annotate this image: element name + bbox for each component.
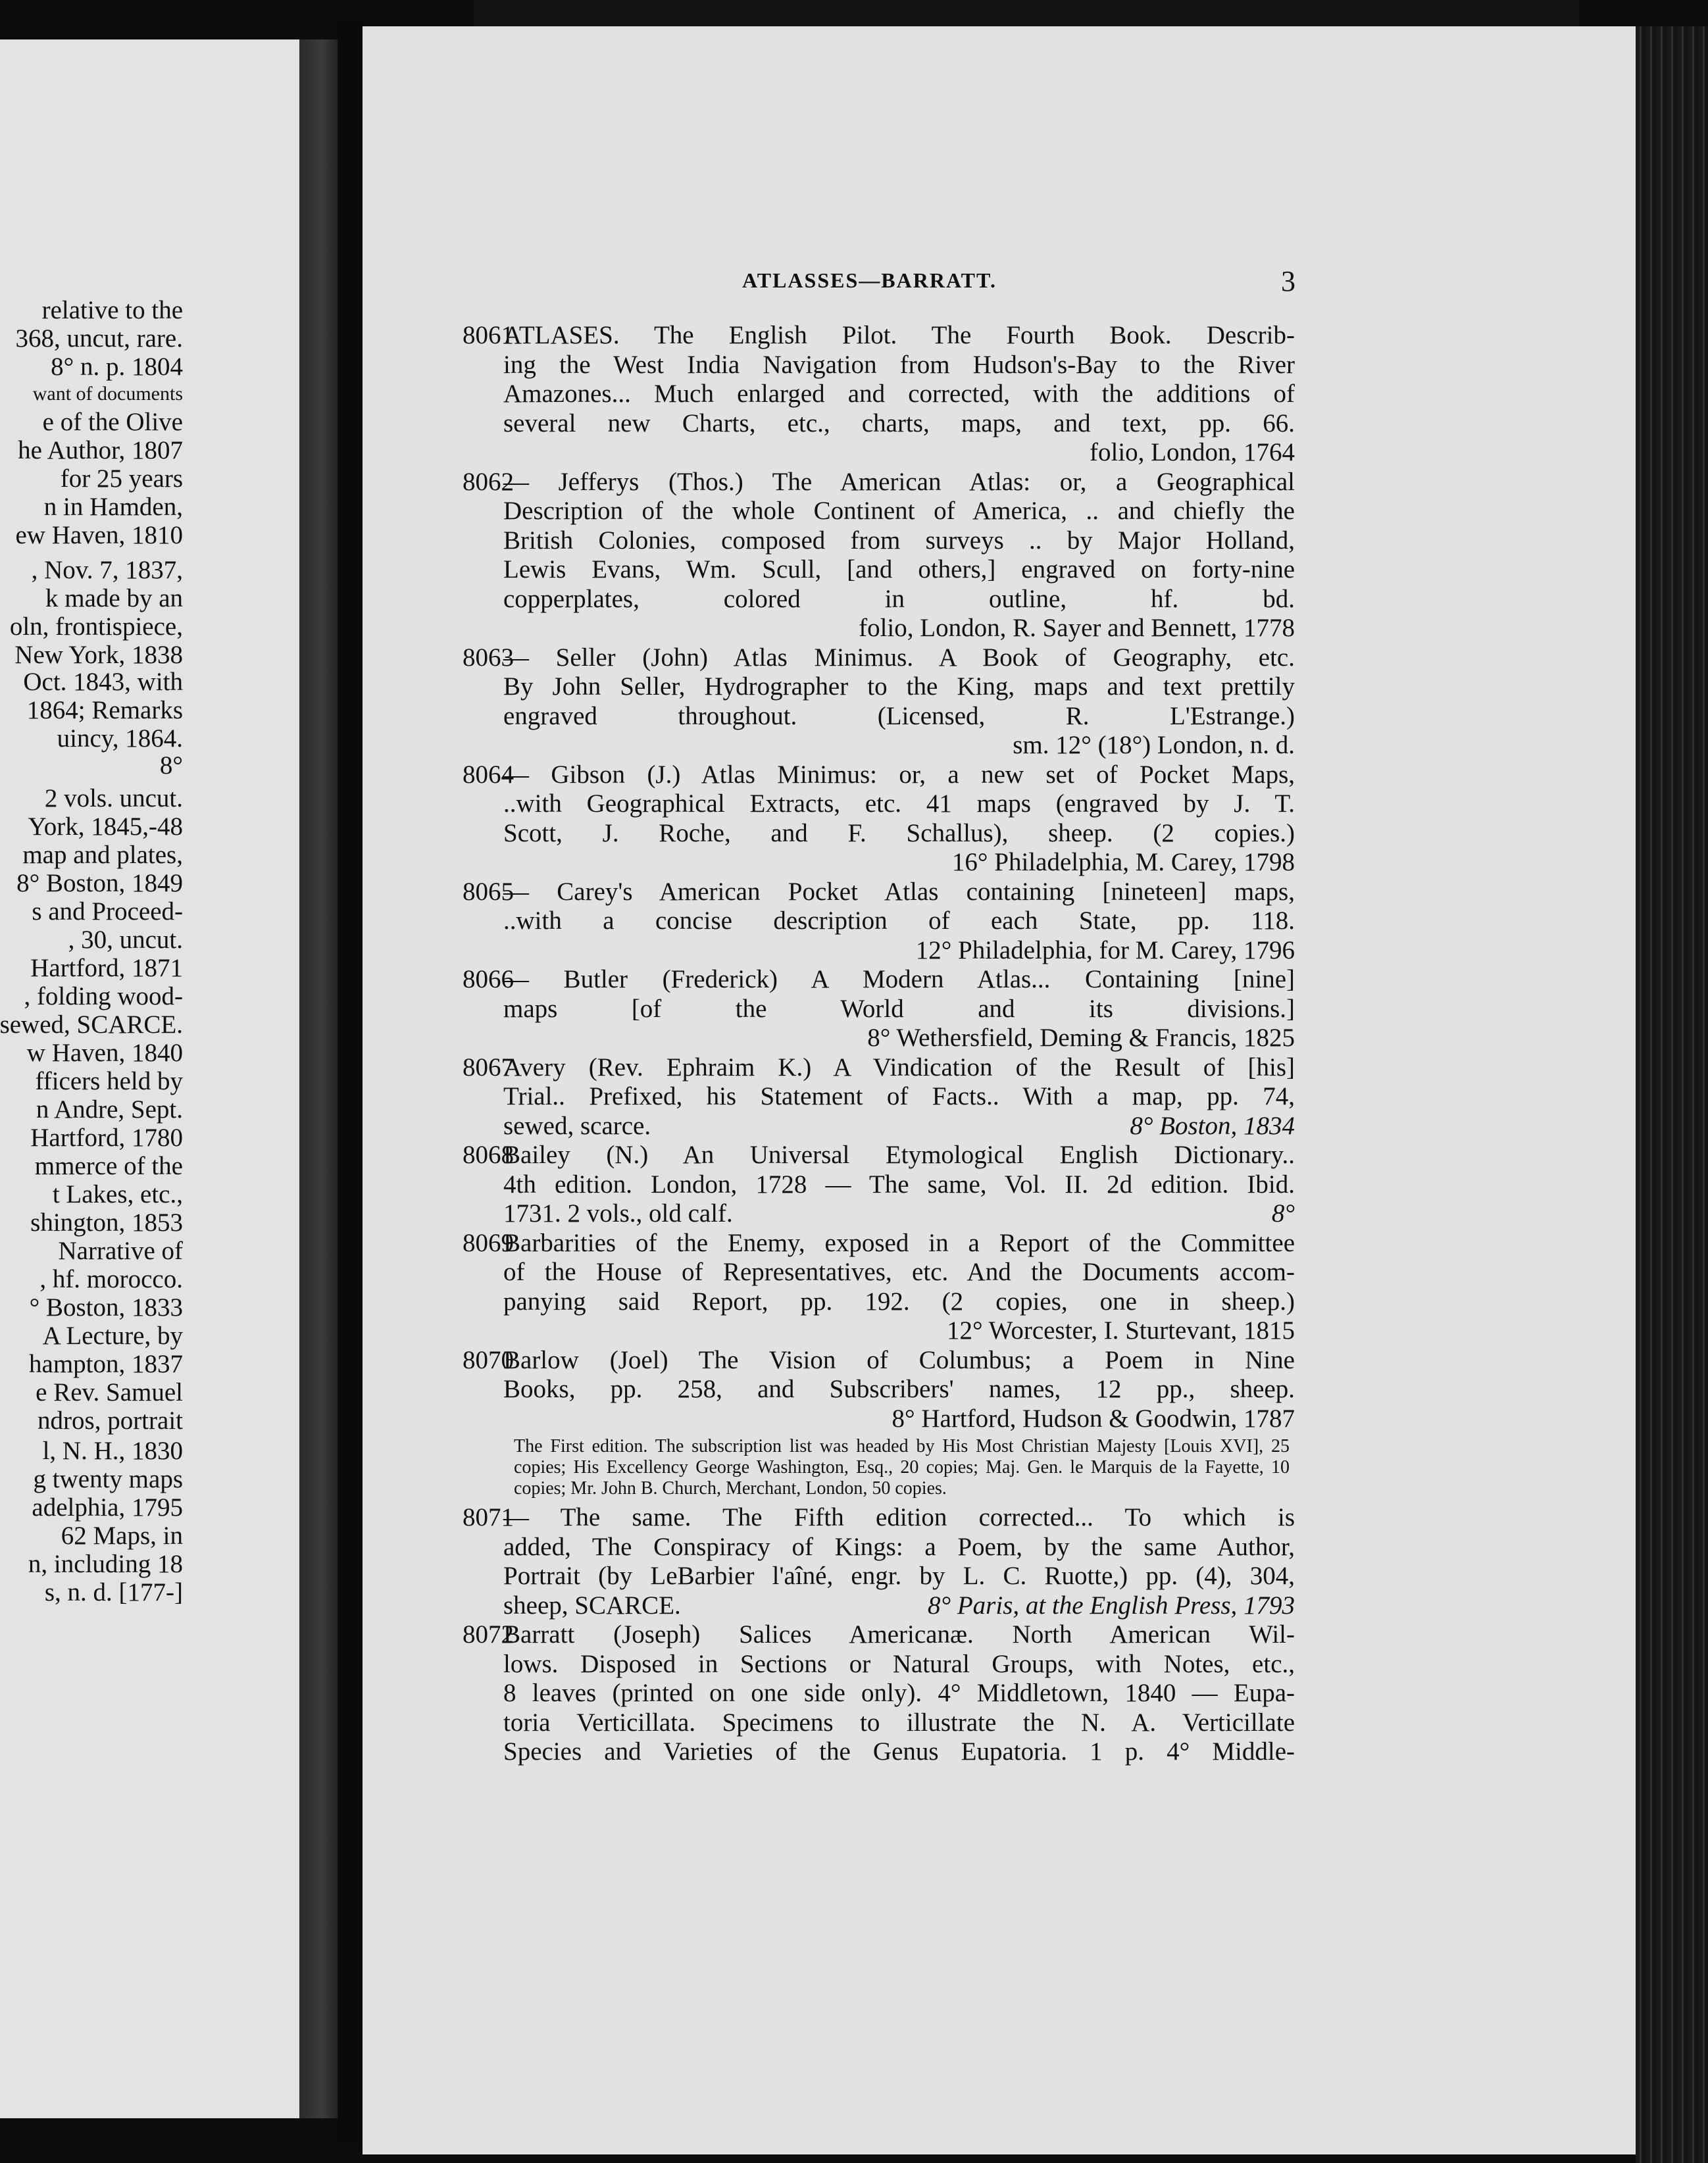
entry-text <box>503 1346 1295 1434</box>
entry-line: several new Charts, etc., charts, maps, and text, pp. 66. <box>503 409 1295 437</box>
entry-text <box>503 1503 1295 1620</box>
entry-line: ing the West India Navigation from Hudson's-Bay to the River <box>503 350 1295 379</box>
left-page-fragment: k made by an <box>45 584 183 612</box>
entry-line: 8 leaves (printed on one side only). 4° Middletown, 1840 — Eupa- <box>503 1679 1295 1707</box>
left-page-fragment: 8° Boston, 1849 <box>16 869 183 897</box>
entry-text <box>503 1620 1295 1767</box>
entry-line: — Gibson (J.) Atlas Minimus: or, a new set of Pocket Maps, <box>503 760 1295 789</box>
right-page-edge <box>1636 26 1708 2163</box>
catalogue-entry <box>463 878 1295 966</box>
entry-imprint: sm. 12° (18°) London, n. d. <box>1013 731 1295 759</box>
entry-text <box>503 643 1295 760</box>
left-page-fragment: want of documents <box>32 383 183 405</box>
entry-line: toria Verticillata. Specimens to illustrate the N. A. Verticillate <box>503 1708 1295 1737</box>
entry-final-line <box>503 1112 1295 1141</box>
entry-text <box>503 1229 1295 1346</box>
catalogue-entry <box>463 1053 1295 1141</box>
left-page-fragment: ew Haven, 1810 <box>15 521 183 549</box>
left-page-fragment: ndros, portrait <box>38 1406 183 1435</box>
entry-line: British Colonies, composed from surveys .. by Major Holland, <box>503 526 1295 555</box>
entry-text <box>503 468 1295 643</box>
left-page-fragment: g twenty maps <box>33 1465 183 1493</box>
entry-number: 8064 <box>463 760 514 789</box>
catalogue-entry <box>463 1141 1295 1229</box>
left-page-fragment: New York, 1838 <box>14 641 183 669</box>
left-page-fragment: n, including 18 <box>28 1550 183 1578</box>
left-page-fragment: t Lakes, etc., <box>52 1180 183 1208</box>
left-page-fragment: 368, uncut, rare. <box>15 324 183 353</box>
entry-imprint: folio, London, 1764 <box>1090 438 1295 466</box>
entry-line: added, The Conspiracy of Kings: a Poem, by the same Author, <box>503 1532 1295 1561</box>
entry-text <box>503 321 1295 468</box>
left-page-fragment: , Nov. 7, 1837, <box>31 556 183 584</box>
entry-text <box>503 760 1295 878</box>
left-page-fragment: map and plates, <box>22 841 183 869</box>
entry-line: — Butler (Frederick) A Modern Atlas... Containing [nine] <box>503 965 1295 993</box>
entry-line: engraved throughout. (Licensed, R. L'Estrange.) <box>503 701 1295 730</box>
left-page-fragment: 8° <box>159 751 183 780</box>
entry-line: ATLASES. The English Pilot. The Fourth Book. Describ- <box>503 321 1295 349</box>
catalogue-entry <box>463 1620 1295 1767</box>
catalogue-entry <box>463 1229 1295 1346</box>
entry-line: Bailey (N.) An Universal Etymological English Dictionary.. <box>503 1141 1295 1169</box>
left-page-fragment: w Haven, 1840 <box>26 1039 183 1067</box>
entry-imprint: 8° Paris, at the English Press, 1793 <box>928 1591 1295 1620</box>
left-page-fragment: , 30, uncut. <box>68 926 183 954</box>
entry-note: The First edition. The subscription list was headed by His Most Christian Majesty [Louis XVI], 25 copies; His Excellency George Washington, Esq., 20 copies; Maj. Gen. le Marquis de la Fayette, 10 copies; Mr. John B. Church, Merchant, London, 50 copies. <box>514 1436 1290 1499</box>
left-page-fragment: Hartford, 1871 <box>30 954 183 982</box>
left-page-fragment: 2 vols. uncut. <box>44 784 183 812</box>
entry-imprint: 8° <box>1271 1199 1295 1228</box>
entry-number: 8066 <box>463 965 514 993</box>
left-page-fragment: 8° n. p. 1804 <box>51 353 183 381</box>
left-page-fragment: e of the Olive <box>42 408 183 436</box>
catalogue-entry <box>463 643 1295 760</box>
entry-number: 8070 <box>463 1345 514 1374</box>
left-page-fragment: s, n. d. [177-] <box>44 1578 183 1606</box>
catalogue-entry <box>463 1503 1295 1620</box>
left-page-fragment: he Author, 1807 <box>18 436 183 464</box>
left-page-fragment: ° Boston, 1833 <box>29 1293 183 1322</box>
entry-text <box>503 965 1295 1053</box>
entry-line: By John Seller, Hydrographer to the King, maps and text prettily <box>503 672 1295 701</box>
entry-line: Scott, J. Roche, and F. Schallus), sheep. (2 copies.) <box>503 818 1295 847</box>
left-page-fragment: l, N. H., 1830 <box>42 1437 183 1465</box>
entry-line: panying said Report, pp. 192. (2 copies, one in sheep.) <box>503 1287 1295 1316</box>
entry-number: 8065 <box>463 877 514 906</box>
entry-line: Avery (Rev. Ephraim K.) A Vindication of the Result of [his] <box>503 1053 1295 1082</box>
entry-imprint: 8° Boston, 1834 <box>1130 1111 1295 1140</box>
entry-imprint: 8° Hartford, Hudson & Goodwin, 1787 <box>892 1404 1295 1433</box>
catalogue-entries <box>463 321 1295 1767</box>
left-page-fragment: hampton, 1837 <box>29 1350 183 1378</box>
entry-line: — Jefferys (Thos.) The American Atlas: or, a Geographical <box>503 467 1295 496</box>
left-page-fragment: for 25 years <box>60 464 183 493</box>
entry-number: 8071 <box>463 1503 514 1531</box>
entry-line: Portrait (by LeBarbier l'aîné, engr. by L. C. Ruotte,) pp. (4), 304, <box>503 1562 1295 1590</box>
running-header: ATLASSES—BARRATT. <box>742 268 997 292</box>
entry-line: maps [of the World and its divisions.] <box>503 994 1295 1023</box>
left-page-fragment: A Lecture, by <box>42 1322 183 1350</box>
entry-imprint: 12° Worcester, I. Sturtevant, 1815 <box>947 1316 1295 1345</box>
left-page-fragment: , hf. morocco. <box>39 1265 183 1293</box>
entry-number: 8067 <box>463 1053 514 1082</box>
entry-line: — The same. The Fifth edition corrected... To which is <box>503 1503 1295 1531</box>
entry-line: ..with a concise description of each State, pp. 118. <box>503 907 1295 935</box>
entry-line: of the House of Representatives, etc. And the Documents accom- <box>503 1258 1295 1286</box>
entry-number: 8068 <box>463 1141 514 1169</box>
entry-text <box>503 878 1295 966</box>
entry-imprint: 16° Philadelphia, M. Carey, 1798 <box>951 848 1295 876</box>
entry-final-text: 1731. 2 vols., old calf. <box>503 1199 733 1228</box>
left-page-fragment: mmerce of the <box>34 1152 183 1180</box>
entry-line: — Seller (John) Atlas Minimus. A Book of Geography, etc. <box>503 643 1295 672</box>
catalogue-entry <box>463 321 1295 468</box>
entry-line: 4th edition. London, 1728 — The same, Vol. II. 2d edition. Ibid. <box>503 1170 1295 1199</box>
catalogue-entry <box>463 760 1295 878</box>
entry-final-text: sewed, scarce. <box>503 1111 651 1140</box>
entry-number: 8072 <box>463 1620 514 1649</box>
entry-line: Species and Varieties of the Genus Eupatoria. 1 p. 4° Middle- <box>503 1737 1295 1766</box>
left-page <box>0 39 299 2118</box>
catalogue-entry <box>463 965 1295 1053</box>
entry-imprint: 8° Wethersfield, Deming & Francis, 1825 <box>867 1024 1295 1052</box>
entry-line: copperplates, colored in outline, hf. bd. <box>503 584 1295 613</box>
entry-number: 8063 <box>463 643 514 672</box>
left-page-fragment: York, 1845,-48 <box>28 812 183 841</box>
entry-number: 8061 <box>463 321 514 349</box>
left-page-fragment: Oct. 1843, with <box>23 668 183 696</box>
entry-line: lows. Disposed in Sections or Natural Groups, with Notes, etc., <box>503 1649 1295 1678</box>
left-page-fragment: oln, frontispiece, <box>9 612 183 641</box>
left-page-fragment: 1864; Remarks <box>26 696 183 724</box>
entry-line: ..with Geographical Extracts, etc. 41 maps (engraved by J. T. <box>503 789 1295 818</box>
left-page-edge <box>299 39 338 2118</box>
entry-line: — Carey's American Pocket Atlas containing [nineteen] maps, <box>503 877 1295 906</box>
entry-final-line <box>503 1199 1295 1229</box>
entry-line: Books, pp. 258, and Subscribers' names, 12 pp., sheep. <box>503 1375 1295 1403</box>
entry-number: 8062 <box>463 467 514 496</box>
page-number: 3 <box>1281 265 1295 297</box>
catalogue-entry <box>463 1346 1295 1500</box>
entry-line: Trial.. Prefixed, his Statement of Facts.. With a map, pp. 74, <box>503 1082 1295 1110</box>
left-page-fragment: sewed, SCARCE. <box>0 1010 183 1039</box>
left-page-fragment: , folding wood- <box>24 982 183 1010</box>
scan-top-border <box>474 0 1579 26</box>
entry-line: Barbarities of the Enemy, exposed in a Report of the Committee <box>503 1228 1295 1257</box>
left-page-fragment: n Andre, Sept. <box>36 1095 183 1124</box>
entry-imprint: folio, London, R. Sayer and Bennett, 1778 <box>859 614 1295 642</box>
entry-line: Barratt (Joseph) Salices Americanæ. North American Wil- <box>503 1620 1295 1649</box>
entry-final-line <box>503 1591 1295 1621</box>
left-page-fragment: Narrative of <box>58 1237 183 1265</box>
left-page-fragment: relative to the <box>41 296 183 324</box>
catalogue-entry <box>463 468 1295 643</box>
left-page-fragment: shington, 1853 <box>30 1208 183 1237</box>
left-page-fragment: e Rev. Samuel <box>36 1378 183 1406</box>
left-page-fragment: fficers held by <box>35 1067 183 1095</box>
entry-final-text: sheep, SCARCE. <box>503 1591 681 1620</box>
entry-line: Lewis Evans, Wm. Scull, [and others,] engraved on forty-nine <box>503 555 1295 584</box>
entry-imprint: 12° Philadelphia, for M. Carey, 1796 <box>915 935 1295 964</box>
left-page-fragment: Hartford, 1780 <box>30 1124 183 1152</box>
left-page-fragment: s and Proceed- <box>32 897 183 926</box>
entry-line: Description of the whole Continent of America, .. and chiefly the <box>503 497 1295 525</box>
left-page-fragment: n in Hamden, <box>43 493 183 521</box>
left-page-fragment: adelphia, 1795 <box>32 1493 183 1522</box>
entry-text <box>503 1141 1295 1229</box>
left-page-fragment: 62 Maps, in <box>61 1522 183 1550</box>
entry-number: 8069 <box>463 1228 514 1257</box>
entry-line: Amazones... Much enlarged and corrected, with the additions of <box>503 380 1295 408</box>
entry-line: Barlow (Joel) The Vision of Columbus; a Poem in Nine <box>503 1345 1295 1374</box>
entry-text <box>503 1053 1295 1141</box>
book-gutter <box>338 20 363 2145</box>
left-page-fragment: uincy, 1864. <box>57 724 183 753</box>
